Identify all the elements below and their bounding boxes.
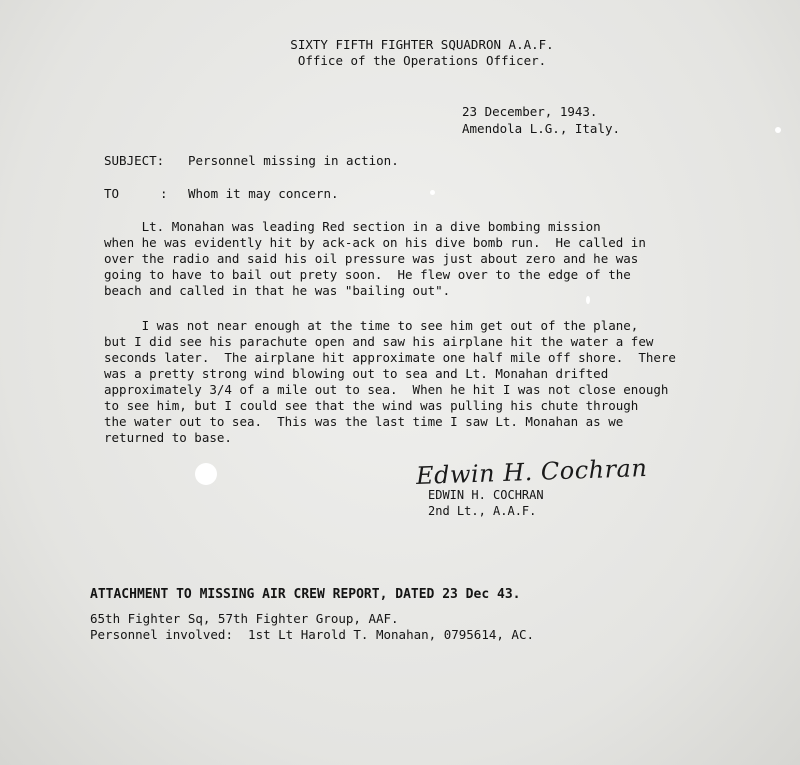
paragraph2-line: I was not near enough at the time to see him get out of the plane,	[104, 318, 639, 333]
to-text: Whom it may concern.	[188, 186, 339, 201]
letterhead-squadron: SIXTY FIFTH FIGHTER SQUADRON A.A.F.	[290, 37, 554, 52]
signatory-rank: 2nd Lt., A.A.F.	[428, 504, 537, 518]
paper-speck	[586, 296, 590, 304]
paragraph1-line: going to have to bail out prety soon. He flew over to the edge of the	[104, 267, 631, 282]
paragraph2-line: approximately 3/4 of a mile out to sea. When he hit I was not close enough	[104, 382, 669, 397]
paragraph2-line: seconds later. The airplane hit approximate one half mile off shore. There	[104, 350, 676, 365]
subject-label: SUBJECT:	[104, 153, 165, 168]
paragraph1-line: over the radio and said his oil pressure was just about zero and he was	[104, 251, 639, 266]
letter-date: 23 December, 1943.	[462, 104, 598, 119]
paper-speck	[775, 127, 781, 133]
paragraph2-line: returned to base.	[104, 430, 232, 445]
attachment-personnel: Personnel involved: 1st Lt Harold T. Monahan, 0795614, AC.	[90, 627, 535, 642]
to-label: TO	[104, 186, 120, 201]
typed-name: EDWIN H. COCHRAN	[428, 488, 544, 502]
paper-speck	[195, 463, 217, 485]
paragraph2-line: was a pretty strong wind blowing out to sea and Lt. Monahan drifted	[104, 366, 609, 381]
paragraph2-line: but I did see his parachute open and saw his airplane hit the water a few	[104, 334, 654, 349]
subject-text: Personnel missing in action.	[188, 153, 399, 168]
attachment-unit: 65th Fighter Sq, 57th Fighter Group, AAF.	[90, 611, 399, 626]
paragraph2-line: the water out to sea. This was the last time I saw Lt. Monahan as we	[104, 414, 624, 429]
paragraph2-line: to see him, but I could see that the wind was pulling his chute through	[104, 398, 639, 413]
paragraph1-line: when he was evidently hit by ack-ack on his dive bomb run. He called in	[104, 235, 646, 250]
letter-place: Amendola L.G., Italy.	[462, 121, 621, 136]
paragraph1-line: Lt. Monahan was leading Red section in a dive bombing mission	[104, 219, 601, 234]
to-colon: :	[160, 186, 168, 201]
paragraph1-line: beach and called in that he was "bailing out".	[104, 283, 451, 298]
handwritten-signature: Edwin H. Cochran	[415, 453, 648, 491]
letterhead-office: Office of the Operations Officer.	[297, 53, 547, 68]
paper-speck	[430, 190, 435, 195]
attachment-title: ATTACHMENT TO MISSING AIR CREW REPORT, DATED 23 Dec 43.	[90, 587, 521, 602]
